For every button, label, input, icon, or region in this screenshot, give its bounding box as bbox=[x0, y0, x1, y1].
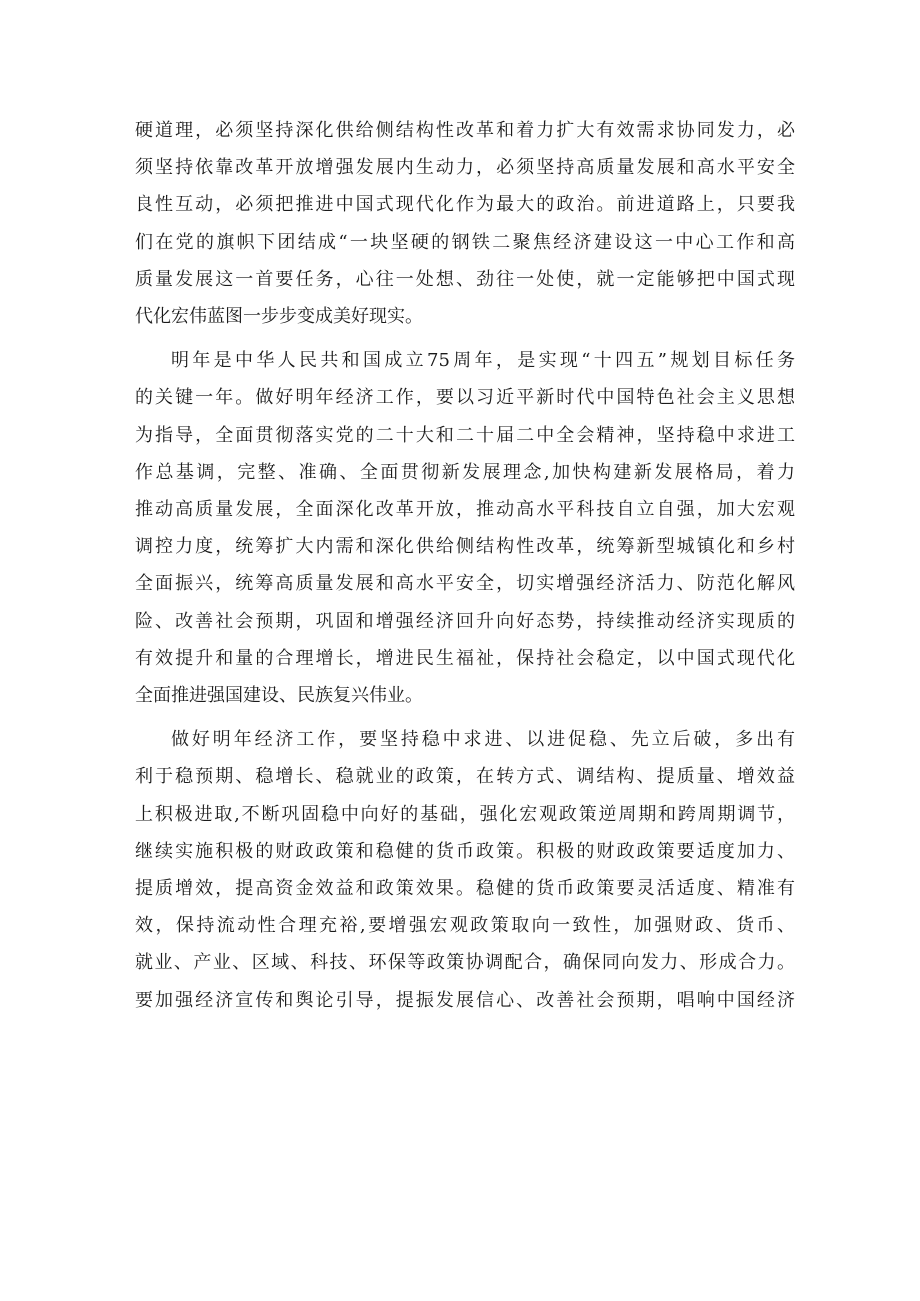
paragraph bbox=[135, 112, 795, 335]
document-body bbox=[135, 112, 795, 1026]
paragraph-line: 明年是中华人民共和国成立75周年，是实现“十四五”规划目标任务 bbox=[171, 350, 795, 372]
paragraph-line: 代化宏伟蓝图一步步变成美好现实。 bbox=[135, 306, 423, 328]
paragraph-line: 利于稳预期、稳增长、稳就业的政策，在转方式、调结构、提质量、增效益 bbox=[135, 766, 795, 788]
paragraph-line: 做好明年经济工作，要坚持稳中求进、以进促稳、先立后破，多出有 bbox=[171, 729, 795, 751]
paragraph-line: 为指导，全面贯彻落实党的二十大和二十届二中全会精神，坚持稳中求进工 bbox=[135, 424, 795, 446]
paragraph-line: 们在党的旗帜下团结成“一块坚硬的钢铁二聚焦经济建设这一中心工作和高 bbox=[135, 231, 795, 253]
paragraph-line: 效，保持流动性合理充裕,要增强宏观政策取向一致性，加强财政、货币、 bbox=[135, 915, 795, 937]
paragraph bbox=[135, 342, 795, 714]
paragraph-line: 上积极进取,不断巩固稳中向好的基础，强化宏观政策逆周期和跨周期调节， bbox=[135, 803, 795, 825]
paragraph-line: 要加强经济宣传和舆论引导，提振发展信心、改善社会预期，唱响中国经济 bbox=[135, 989, 795, 1011]
paragraph-line: 硬道理，必须坚持深化供给侧结构性改革和着力扩大有效需求协同发力，必 bbox=[135, 120, 795, 141]
paragraph-line: 的关键一年。做好明年经济工作，要以习近平新时代中国特色社会主义思想 bbox=[135, 387, 795, 409]
paragraph-line: 全面振兴，统筹高质量发展和高水平安全，切实增强经济活力、防范化解风 bbox=[135, 573, 795, 595]
paragraph bbox=[135, 721, 795, 1019]
paragraph-line: 就业、产业、区域、科技、环保等政策协调配合，确保同向发力、形成合力。 bbox=[135, 952, 795, 974]
paragraph-line: 险、改善社会预期，巩固和增强经济回升向好态势，持续推动经济实现质的 bbox=[135, 610, 795, 632]
paragraph-line: 有效提升和量的合理增长，增进民生福祉，保持社会稳定，以中国式现代化 bbox=[135, 647, 795, 669]
paragraph-line: 推动高质量发展，全面深化改革开放，推动高水平科技自立自强，加大宏观 bbox=[135, 499, 795, 521]
paragraph-line: 作总基调，完整、准确、全面贯彻新发展理念,加快构建新发展格局，着力 bbox=[135, 461, 795, 483]
paragraph-line: 提质增效，提高资金效益和政策效果。稳健的货币政策要灵活适度、精准有 bbox=[135, 878, 795, 900]
paragraph-line: 质量发展这一首要任务，心往一处想、劲往一处使，就一定能够把中国式现 bbox=[135, 268, 795, 290]
paragraph-line: 良性互动，必须把推进中国式现代化作为最大的政治。前进道路上，只要我 bbox=[135, 194, 795, 216]
paragraph-line: 须坚持依靠改革开放增强发展内生动力，必须坚持高质量发展和高水平安全 bbox=[135, 157, 795, 179]
paragraph-line: 调控力度，统筹扩大内需和深化供给侧结构性改革，统筹新型城镇化和乡村 bbox=[135, 536, 795, 558]
paragraph-line: 全面推进强国建设、民族复兴伟业。 bbox=[135, 685, 423, 707]
paragraph-line: 继续实施积极的财政政策和稳健的货币政策。积极的财政政策要适度加力、 bbox=[135, 840, 795, 862]
